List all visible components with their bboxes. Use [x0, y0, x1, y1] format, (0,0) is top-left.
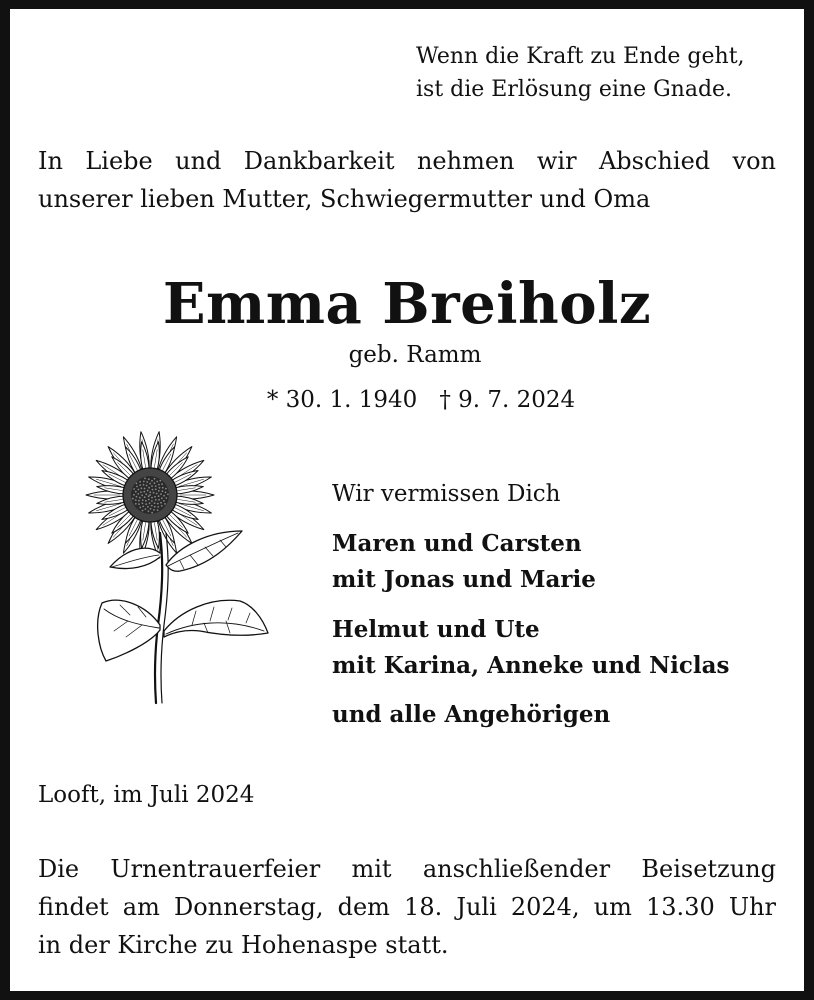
- mourner-line: mit Karina, Anneke und Niclas: [332, 652, 730, 679]
- intro-line-2: unserer lieben Mutter, Schwiegermutter und Oma: [38, 185, 651, 213]
- motto-line-2: ist die Erlösung eine Gnade.: [416, 77, 733, 102]
- intro-line-1: In Liebe und Dankbarkeit nehmen wir Abschied von: [38, 147, 776, 175]
- sunflower-icon: [80, 425, 280, 714]
- notice-line-2: findet am Donnerstag, dem 18. Juli 2024, um 13.30 Uhr: [38, 893, 776, 921]
- mourner-line: und alle Angehörigen: [332, 701, 611, 728]
- birth-date: * 30. 1. 1940: [266, 387, 418, 413]
- motto-quote: [416, 40, 745, 106]
- funeral-notice: [38, 850, 776, 964]
- intro-text: [38, 142, 776, 218]
- birth-name: geb. Ramm: [348, 342, 482, 368]
- notice-line-1: Die Urnentrauerfeier mit anschließender Beisetzung: [38, 855, 776, 883]
- mourner-line: mit Jonas und Marie: [332, 566, 596, 593]
- mourner-line: Helmut und Ute: [332, 616, 540, 643]
- life-dates: [0, 385, 814, 415]
- mourner-group-1: [332, 526, 596, 598]
- mourner-line: Maren und Carsten: [332, 530, 582, 557]
- notice-line-3: in der Kirche zu Hohenaspe statt.: [38, 931, 449, 959]
- motto-line-1: Wenn die Kraft zu Ende geht,: [416, 44, 745, 69]
- mourners-heading: Wir vermissen Dich: [332, 481, 561, 507]
- mourner-group-2: [332, 612, 729, 684]
- mourner-group-3: [332, 697, 610, 733]
- place-date: Looft, im Juli 2024: [38, 782, 255, 808]
- deceased-name: Emma Breiholz: [162, 271, 652, 337]
- death-date: † 9. 7. 2024: [439, 387, 576, 413]
